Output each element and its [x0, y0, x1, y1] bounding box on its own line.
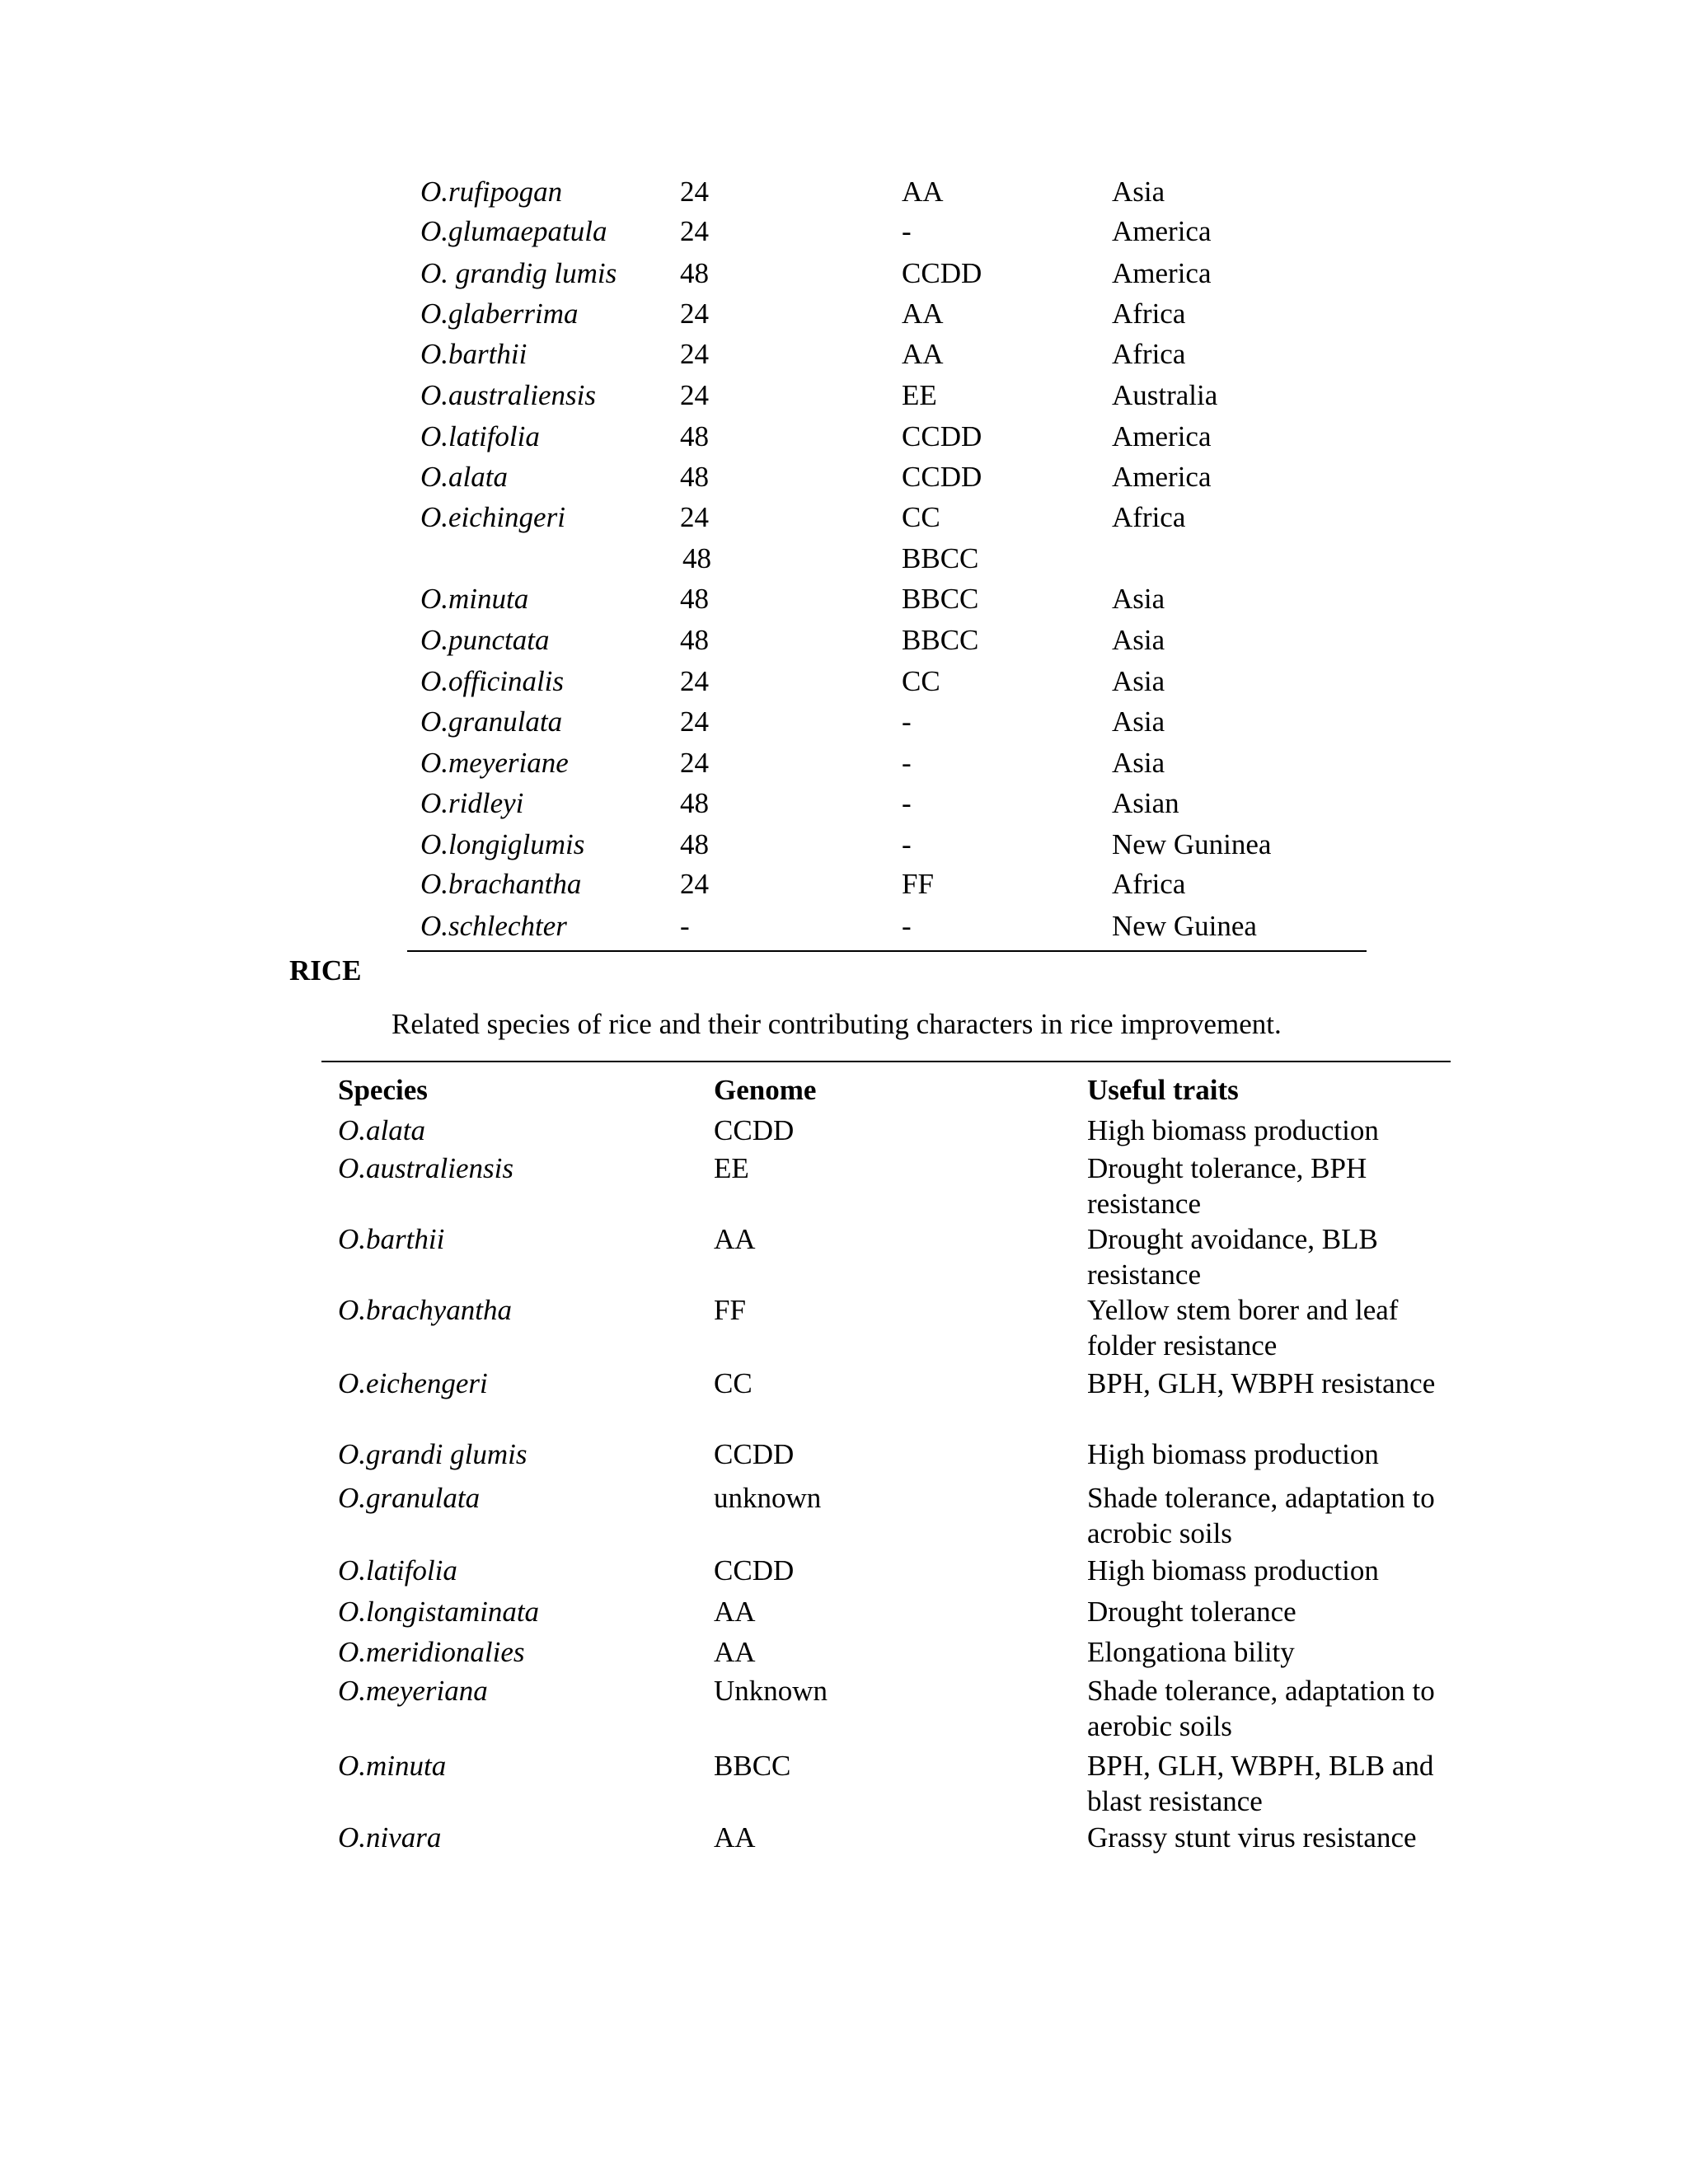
chromosome-cell: 24 [680, 338, 709, 370]
species-cell: O. grandig lumis [420, 257, 617, 289]
table-row [407, 503, 1367, 539]
genome-cell: CCDD [902, 420, 982, 452]
traits-cell: Elongationa bility [1087, 1636, 1295, 1668]
distribution-cell: Africa [1112, 501, 1186, 533]
chromosome-cell: 48 [680, 624, 709, 656]
traits-cell: BPH, GLH, WBPH resistance [1087, 1367, 1436, 1399]
genome-cell: AA [714, 1223, 756, 1255]
column-header-species: Species [338, 1074, 428, 1106]
chromosome-cell: 24 [680, 747, 709, 779]
genome-cell: - [902, 910, 912, 942]
genome-cell: - [902, 787, 912, 819]
chromosome-cell: 24 [680, 705, 709, 738]
distribution-cell: Africa [1112, 868, 1186, 900]
column-header-genome: Genome [714, 1074, 817, 1106]
traits-cell: High biomass production [1087, 1438, 1379, 1470]
chromosome-cell: 24 [680, 665, 709, 697]
table-row [407, 544, 1367, 580]
genome-cell: CCDD [714, 1554, 795, 1586]
distribution-cell: Asia [1112, 176, 1165, 208]
genome-cell: AA [902, 176, 944, 208]
traits-cell: Grassy stunt virus resistance [1087, 1821, 1417, 1854]
table-row [407, 667, 1367, 703]
table-row [407, 462, 1367, 499]
distribution-cell: Asia [1112, 747, 1165, 779]
genome-cell: BBCC [902, 624, 979, 656]
species-cell: O.glaberrima [420, 298, 579, 330]
distribution-cell: Asia [1112, 665, 1165, 697]
species-cell: O.longiglumis [420, 828, 585, 860]
table-row [407, 217, 1367, 253]
genome-cell: FF [902, 868, 934, 900]
genome-cell: AA [714, 1636, 756, 1668]
species-cell: O.latifolia [338, 1554, 457, 1586]
species-cell: O.granulata [338, 1482, 481, 1514]
species-cell: O.longistaminata [338, 1596, 540, 1628]
species-cell: O.schlechter [420, 910, 567, 942]
table-row [407, 789, 1367, 825]
distribution-cell: America [1112, 215, 1212, 247]
genome-cell: Unknown [714, 1675, 828, 1707]
distribution-cell: Australia [1112, 379, 1218, 411]
species-cell: O.glumaepatula [420, 215, 607, 247]
species-cell: O.barthii [338, 1223, 445, 1255]
species-cell: O.latifolia [420, 420, 540, 452]
traits-cell: Drought tolerance, BPH resistance [1087, 1152, 1367, 1220]
column-header-traits: Useful traits [1087, 1074, 1239, 1106]
species-cell: O.meyeriana [338, 1675, 488, 1707]
species-cell: O.alata [420, 461, 508, 493]
table-row [407, 299, 1367, 335]
traits-cell: Drought tolerance [1087, 1596, 1296, 1628]
table-row [407, 869, 1367, 906]
traits-cell: BPH, GLH, WBPH, BLB and blast resistance [1087, 1750, 1434, 1817]
table-row [407, 259, 1367, 295]
chromosome-cell: 24 [680, 298, 709, 330]
chromosome-cell: 48 [682, 542, 711, 574]
traits-cell: Yellow stem borer and leaf folder resistance [1087, 1294, 1399, 1361]
species-cell: O.punctata [420, 624, 550, 656]
distribution-cell: America [1112, 461, 1212, 493]
traits-cell: Drought avoidance, BLB resistance [1087, 1223, 1378, 1291]
genome-cell: CCDD [902, 257, 982, 289]
genome-cell: CCDD [902, 461, 982, 493]
genome-cell: unknown [714, 1482, 822, 1514]
genome-cell: CC [714, 1367, 753, 1399]
chromosome-cell: 48 [680, 461, 709, 493]
table-row [407, 422, 1367, 458]
distribution-cell: Asia [1112, 624, 1165, 656]
genome-cell: FF [714, 1294, 746, 1326]
genome-cell: - [902, 828, 912, 860]
table-top-rule [321, 1061, 1451, 1062]
species-cell: O.officinalis [420, 665, 565, 697]
chromosome-cell: 48 [680, 257, 709, 289]
chromosome-cell: 48 [680, 420, 709, 452]
traits-cell: Shade tolerance, adaptation to acrobic soils [1087, 1482, 1435, 1549]
chromosome-cell: - [680, 910, 690, 942]
species-cell: O.brachantha [420, 868, 582, 900]
genome-cell: - [902, 747, 912, 779]
section-heading: RICE [289, 954, 362, 987]
chromosome-cell: 24 [680, 176, 709, 208]
distribution-cell: New Guinea [1112, 910, 1257, 942]
species-cell: O.alata [338, 1114, 425, 1146]
useful-traits-table [321, 1061, 1451, 1901]
genome-cell: CCDD [714, 1114, 795, 1146]
genome-cell: - [902, 705, 912, 738]
genome-cell: AA [714, 1821, 756, 1854]
species-cell: O.meridionalies [338, 1636, 525, 1668]
traits-cell: High biomass production [1087, 1554, 1379, 1586]
table-row [407, 381, 1367, 417]
species-cell: O.rufipogan [420, 176, 563, 208]
species-cell: O.nivara [338, 1821, 442, 1854]
species-cell: O.meyeriane [420, 747, 569, 779]
species-cell: O.barthii [420, 338, 528, 370]
species-cell: O.granulata [420, 705, 563, 738]
table-row [407, 177, 1367, 213]
table-row [407, 584, 1367, 621]
genome-cell: CC [902, 665, 940, 697]
distribution-cell: America [1112, 420, 1212, 452]
distribution-cell: Asia [1112, 583, 1165, 615]
chromosome-cell: 24 [680, 215, 709, 247]
traits-cell: Shade tolerance, adaptation to aerobic soils [1087, 1675, 1435, 1742]
species-distribution-table [407, 177, 1367, 957]
species-cell: O.grandi glumis [338, 1438, 528, 1470]
distribution-cell: Africa [1112, 298, 1186, 330]
genome-cell: CC [902, 501, 940, 533]
table-bottom-rule [407, 950, 1367, 952]
species-cell: O.brachyantha [338, 1294, 512, 1326]
species-cell: O.ridleyi [420, 787, 524, 819]
distribution-cell: Africa [1112, 338, 1186, 370]
table-row [407, 830, 1367, 866]
table-row [407, 707, 1367, 743]
distribution-cell: Asian [1112, 787, 1179, 819]
table-caption: Related species of rice and their contributing characters in rice improvement. [392, 1008, 1282, 1040]
chromosome-cell: 24 [680, 379, 709, 411]
genome-cell: EE [714, 1152, 749, 1184]
genome-cell: BBCC [714, 1750, 791, 1782]
chromosome-cell: 24 [680, 501, 709, 533]
species-cell: O.australiensis [420, 379, 596, 411]
species-cell: O.australiensis [338, 1152, 513, 1184]
distribution-cell: New Guninea [1112, 828, 1272, 860]
species-cell: O.eichingeri [420, 501, 565, 533]
genome-cell: - [902, 215, 912, 247]
chromosome-cell: 24 [680, 868, 709, 900]
genome-cell: BBCC [902, 583, 979, 615]
genome-cell: BBCC [902, 542, 979, 574]
table-row [407, 340, 1367, 376]
distribution-cell: Asia [1112, 705, 1165, 738]
genome-cell: AA [902, 298, 944, 330]
genome-cell: EE [902, 379, 937, 411]
chromosome-cell: 48 [680, 828, 709, 860]
genome-cell: CCDD [714, 1438, 795, 1470]
genome-cell: AA [902, 338, 944, 370]
chromosome-cell: 48 [680, 787, 709, 819]
table-row [407, 748, 1367, 785]
chromosome-cell: 48 [680, 583, 709, 615]
genome-cell: AA [714, 1596, 756, 1628]
table-row [407, 626, 1367, 662]
species-cell: O.minuta [338, 1750, 447, 1782]
traits-cell: High biomass production [1087, 1114, 1379, 1146]
species-cell: O.eichengeri [338, 1367, 488, 1399]
table-row [407, 912, 1367, 948]
distribution-cell: America [1112, 257, 1212, 289]
species-cell: O.minuta [420, 583, 529, 615]
